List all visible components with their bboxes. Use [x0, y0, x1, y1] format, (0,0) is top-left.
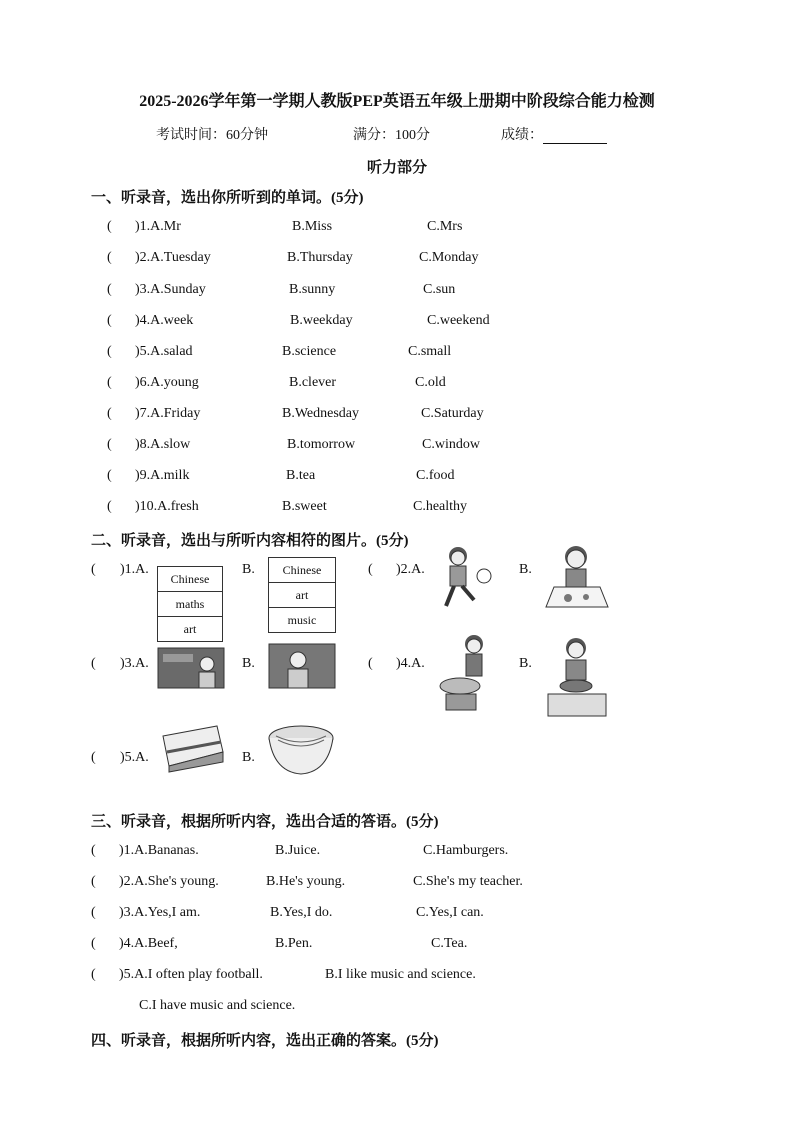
q2-2-paren[interactable]: ( — [368, 562, 373, 577]
timetable-b — [268, 557, 336, 633]
q2-5-paren[interactable]: ( — [91, 750, 96, 765]
question-option-c: C.Monday — [419, 250, 479, 265]
question-option-b: B.science — [282, 344, 337, 359]
section2-heading: 二、听录音，选出与所听内容相符的图片。(5分) — [91, 533, 409, 549]
q2-5-b-label: B. — [242, 750, 255, 765]
grade-text: 成绩： — [501, 128, 543, 143]
answer-paren[interactable]: ( — [107, 282, 112, 297]
answer-paren[interactable]: ( — [107, 344, 112, 359]
question-option-b: B.weekday — [290, 313, 353, 328]
table-cell: art — [183, 622, 197, 636]
q2-1-paren[interactable]: ( — [91, 562, 96, 577]
question-option-c: C.food — [416, 468, 455, 483]
response-option-b: B.Yes,I do. — [270, 905, 333, 920]
question-option-b: B.Miss — [292, 219, 333, 234]
answer-paren[interactable]: ( — [91, 905, 96, 920]
question-option-a: )10.A.fresh — [135, 499, 199, 514]
question-option-c: C.weekend — [427, 313, 490, 328]
boy-cooking-wok-image — [436, 632, 502, 714]
noodle-bowl-image — [266, 722, 336, 778]
question-option-a: )2.A.Tuesday — [135, 250, 211, 265]
q3-5-option-c: C.I have music and science. — [139, 998, 296, 1013]
table-cell: music — [287, 613, 317, 627]
timetable-a — [157, 566, 223, 642]
q2-1-b-label: B. — [242, 562, 255, 577]
response-option-c: C.Yes,I can. — [416, 905, 484, 920]
response-option-b: B.Pen. — [275, 936, 313, 951]
response-option-b: B.He's young. — [266, 874, 346, 889]
listening-part-heading: 听力部分 — [366, 160, 427, 176]
q2-2-label: )2.A. — [396, 562, 425, 577]
question-option-a: )6.A.young — [135, 375, 199, 390]
response-option-a: )4.A.Beef, — [119, 936, 178, 951]
question-option-c: C.Saturday — [421, 406, 484, 421]
grade-blank[interactable] — [543, 129, 607, 144]
response-option-b: B.I like music and science. — [325, 967, 476, 982]
question-option-c: C.healthy — [413, 499, 468, 514]
response-option-a: )1.A.Bananas. — [119, 843, 199, 858]
q2-1-label: )1.A. — [120, 562, 149, 577]
q2-5-label: )5.A. — [120, 750, 149, 765]
response-option-c: C.Tea. — [431, 936, 468, 951]
q2-3-paren[interactable]: ( — [91, 656, 96, 671]
q2-3-label: )3.A. — [120, 656, 149, 671]
response-option-a: )3.A.Yes,I am. — [119, 905, 201, 920]
answer-paren[interactable]: ( — [107, 468, 112, 483]
question-option-a: )3.A.Sunday — [135, 282, 206, 297]
table-cell: Chinese — [158, 567, 222, 592]
question-option-c: C.Mrs — [427, 219, 463, 234]
exam-time: 考试时间：60分钟 — [156, 128, 268, 143]
answer-paren[interactable]: ( — [91, 843, 96, 858]
question-option-b: B.sunny — [289, 282, 336, 297]
grade-label — [501, 124, 607, 144]
question-option-a: )9.A.milk — [135, 468, 190, 483]
response-option-a: )2.A.She's young. — [119, 874, 219, 889]
question-option-a: )7.A.Friday — [135, 406, 201, 421]
question-option-a: )4.A.week — [135, 313, 194, 328]
boy-playing-football-image — [436, 544, 494, 616]
answer-paren[interactable]: ( — [107, 219, 112, 234]
q2-3-b-label: B. — [242, 656, 255, 671]
sandwich-image — [157, 722, 227, 774]
question-option-b: B.Thursday — [287, 250, 353, 265]
section4-heading: 四、听录音，根据所听内容，选出正确的答案。(5分) — [91, 1033, 439, 1049]
question-option-c: C.old — [415, 375, 446, 390]
answer-paren[interactable]: ( — [91, 936, 96, 951]
question-option-b: B.sweet — [282, 499, 327, 514]
question-option-a: )1.A.Mr — [135, 219, 181, 234]
q2-4-label: )4.A. — [396, 656, 425, 671]
exam-title: 2025-2026学年第一学期人教版PEP英语五年级上册期中阶段综合能力检测 — [139, 93, 655, 110]
question-option-c: C.window — [422, 437, 480, 452]
q2-2-b-label: B. — [519, 562, 532, 577]
question-option-a: )5.A.salad — [135, 344, 193, 359]
answer-paren[interactable]: ( — [107, 437, 112, 452]
answer-paren[interactable]: ( — [107, 313, 112, 328]
question-option-b: B.tea — [286, 468, 316, 483]
table-cell: Chinese — [269, 558, 335, 583]
table-cell: art — [269, 583, 335, 608]
answer-paren[interactable]: ( — [107, 375, 112, 390]
question-option-c: C.sun — [423, 282, 456, 297]
answer-paren[interactable]: ( — [91, 967, 96, 982]
question-option-b: B.tomorrow — [287, 437, 356, 452]
boy-drawing-image — [538, 543, 616, 611]
question-option-b: B.Wednesday — [282, 406, 360, 421]
boy-cooking-stove-image — [538, 636, 616, 718]
table-cell: maths — [158, 592, 222, 617]
answer-paren[interactable]: ( — [107, 499, 112, 514]
response-option-c: C.Hamburgers. — [423, 843, 509, 858]
response-option-a: )5.A.I often play football. — [119, 967, 263, 982]
answer-paren[interactable]: ( — [91, 874, 96, 889]
q2-4-b-label: B. — [519, 656, 532, 671]
answer-paren[interactable]: ( — [107, 250, 112, 265]
response-option-b: B.Juice. — [275, 843, 321, 858]
teacher-at-blackboard-image-a — [157, 646, 225, 692]
section1-heading: 一、听录音，选出你所听到的单词。(5分) — [91, 190, 364, 206]
question-option-a: )8.A.slow — [135, 437, 191, 452]
question-option-c: C.small — [408, 344, 452, 359]
section3-heading: 三、听录音，根据所听内容，选出合适的答语。(5分) — [91, 814, 439, 830]
question-option-b: B.clever — [289, 375, 337, 390]
teacher-at-blackboard-image-b — [268, 642, 336, 692]
full-score: 满分：100分 — [353, 128, 430, 143]
response-option-c: C.She's my teacher. — [413, 874, 523, 889]
answer-paren[interactable]: ( — [107, 406, 112, 421]
q2-4-paren[interactable]: ( — [368, 656, 373, 671]
